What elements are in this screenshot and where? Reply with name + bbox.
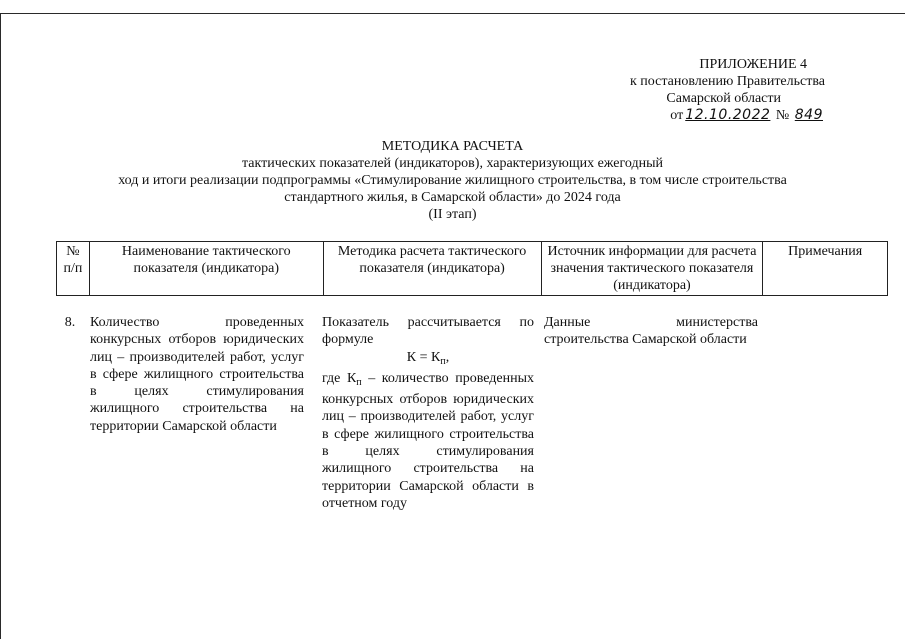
table-header [56, 241, 888, 296]
formula [322, 349, 534, 370]
title-line-4: (II этап) [428, 207, 477, 222]
number-prefix: № [775, 108, 790, 123]
scan-edge-top [0, 13, 905, 14]
scan-edge-left [0, 13, 1, 639]
formula-left: К = К [406, 349, 441, 365]
header-num: № п/п [57, 242, 90, 296]
appendix-region: Самарской области [666, 91, 781, 106]
header-source: Источник информации для расчета значения тактического показателя (индикатора) [541, 242, 763, 296]
handwritten-date: 12.10.2022 [685, 107, 771, 123]
date-prefix: от [670, 108, 684, 123]
calculation-method [322, 314, 534, 512]
appendix-title: ПРИЛОЖЕНИЕ 4 [699, 57, 807, 72]
row-number: 8. [64, 315, 76, 330]
appendix-resolution: к постановлению Правительства [629, 74, 825, 89]
formula-end: , [445, 349, 450, 365]
method-desc-subscript: п [356, 376, 362, 388]
indicator-name: Количество проведенных конкурсных отборов юридических лиц – производителей работ, услуг в сфере жилищного строительства в целях стимулирования жилищного строительства на территории Самарской области [90, 315, 304, 434]
formula-subscript: п [440, 355, 446, 367]
title-heading: МЕТОДИКА РАСЧЕТА [381, 139, 524, 154]
appendix-stamp [565, 56, 825, 124]
information-source: Данные министерства строительства Самарской области [544, 315, 758, 348]
appendix-date-line [565, 107, 825, 124]
title-line-3: стандартного жилья, в Самарской области» до 2024 года [284, 190, 621, 205]
header-row [57, 242, 888, 296]
header-method: Методика расчета тактического показателя (индикатора) [323, 242, 541, 296]
header-notes: Примечания [763, 242, 888, 296]
title-line-1: тактических показателей (индикаторов), характеризующих ежегодный [241, 156, 664, 171]
title-line-2: ход и итоги реализации подпрограммы «Стимулирование жилищного строительства, в том числе строительства [118, 173, 787, 188]
method-desc-prefix: где К [322, 370, 357, 386]
handwritten-number: 849 [794, 107, 823, 123]
header-indicator-name: Наименование тактического показателя (индикатора) [89, 242, 323, 296]
document-title [40, 138, 865, 223]
method-intro: Показатель рассчитывается по формуле [322, 315, 534, 348]
method-description: – количество проведенных конкурсных отборов юридических лиц – производителей работ, услуг в сфере жилищного строительства в целях стимулирования жилищного строительства на территории Самарской области в отчетном году [322, 370, 534, 511]
